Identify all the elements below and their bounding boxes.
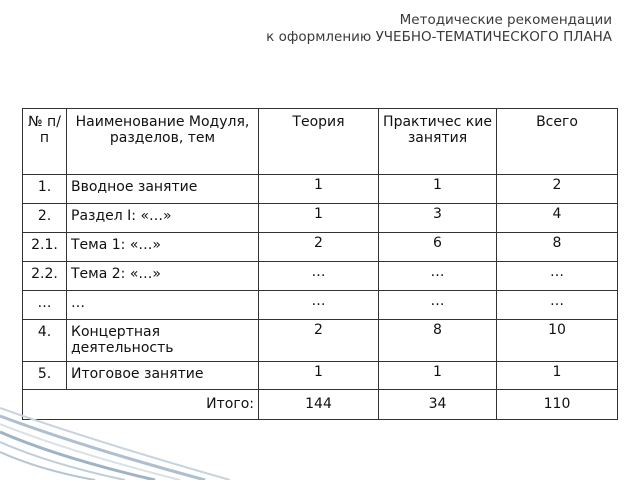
table-row xyxy=(23,204,618,233)
table-row xyxy=(23,320,618,362)
row-name: Вводное занятие xyxy=(67,175,259,204)
total-total: 110 xyxy=(497,390,618,420)
heading-line-2: к оформлению УЧЕБНО-ТЕМАТИЧЕСКОГО ПЛАНА xyxy=(266,29,612,45)
row-theory: … xyxy=(259,262,379,291)
total-theory: 144 xyxy=(259,390,379,420)
row-practice: 6 xyxy=(379,233,497,262)
row-practice: 3 xyxy=(379,204,497,233)
table-row xyxy=(23,362,618,390)
row-total: 4 xyxy=(497,204,618,233)
row-num: 1. xyxy=(23,175,67,204)
row-practice: 8 xyxy=(379,320,497,362)
row-total: … xyxy=(497,291,618,320)
row-practice: 1 xyxy=(379,175,497,204)
row-num: 2. xyxy=(23,204,67,233)
total-practice: 34 xyxy=(379,390,497,420)
header-practice: Практичес кие занятия xyxy=(379,109,497,175)
row-theory: 1 xyxy=(259,362,379,390)
header-num: № п/п xyxy=(23,109,67,175)
row-name: … xyxy=(67,291,259,320)
row-theory: 1 xyxy=(259,204,379,233)
row-name: Итоговое занятие xyxy=(67,362,259,390)
curriculum-table xyxy=(22,108,618,420)
row-name: Концертная деятельность xyxy=(67,320,259,362)
row-num: 2.2. xyxy=(23,262,67,291)
row-total: … xyxy=(497,262,618,291)
row-practice: … xyxy=(379,262,497,291)
row-name: Раздел I: «…» xyxy=(67,204,259,233)
row-num: 4. xyxy=(23,320,67,362)
row-total: 1 xyxy=(497,362,618,390)
table-row xyxy=(23,262,618,291)
table-header-row xyxy=(23,109,618,175)
row-name: Тема 1: «…» xyxy=(67,233,259,262)
header-theory: Теория xyxy=(259,109,379,175)
decorative-wave-lines xyxy=(0,390,260,480)
header-total: Всего xyxy=(497,109,618,175)
table-row xyxy=(23,291,618,320)
row-num: 5. xyxy=(23,362,67,390)
row-name: Тема 2: «…» xyxy=(67,262,259,291)
table-row xyxy=(23,233,618,262)
header-name: Наименование Модуля, разделов, тем xyxy=(67,109,259,175)
row-practice: … xyxy=(379,291,497,320)
row-total: 8 xyxy=(497,233,618,262)
table-row xyxy=(23,175,618,204)
row-theory: 1 xyxy=(259,175,379,204)
document-heading xyxy=(266,12,612,46)
row-num: 2.1. xyxy=(23,233,67,262)
row-num: … xyxy=(23,291,67,320)
row-theory: 2 xyxy=(259,320,379,362)
row-total: 2 xyxy=(497,175,618,204)
row-practice: 1 xyxy=(379,362,497,390)
row-theory: 2 xyxy=(259,233,379,262)
row-theory: … xyxy=(259,291,379,320)
heading-line-1: Методические рекомендации xyxy=(399,12,612,28)
total-label: Итого: xyxy=(23,390,259,420)
row-total: 10 xyxy=(497,320,618,362)
